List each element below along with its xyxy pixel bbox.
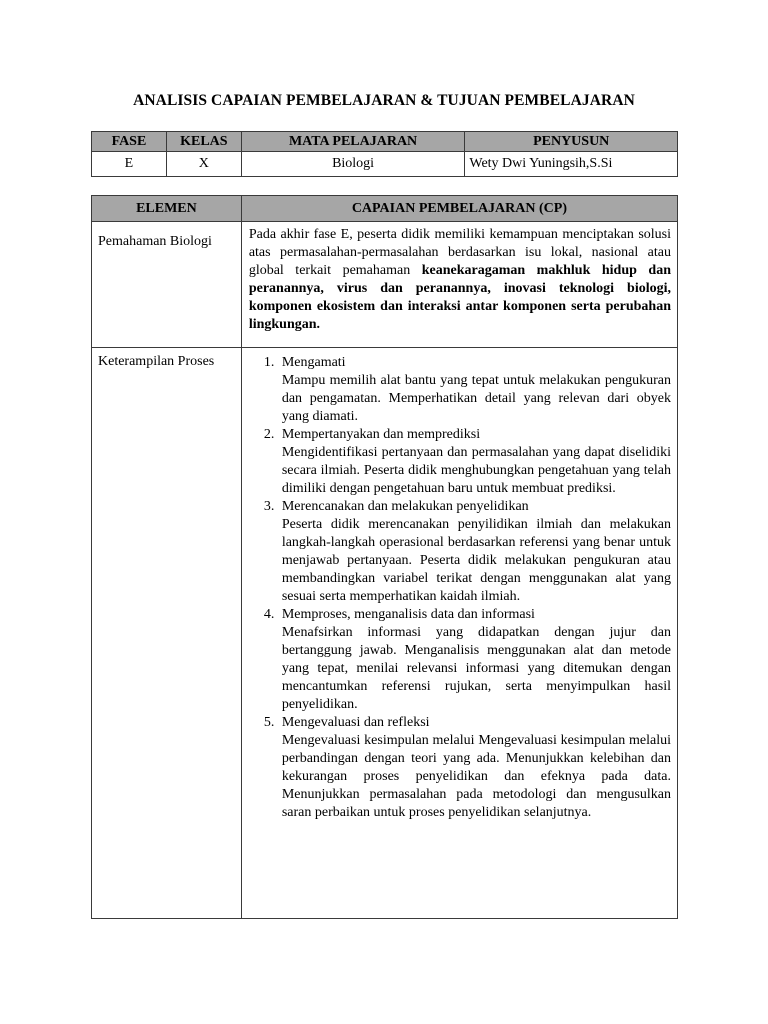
process-skill-list	[242, 348, 677, 822]
header-kelas: KELAS	[166, 132, 241, 152]
list-item	[278, 426, 671, 498]
header-capaian-pembelajaran: CAPAIAN PEMBELAJARAN (CP)	[241, 196, 677, 222]
cp-row-pemahaman	[92, 222, 678, 348]
list-item	[278, 498, 671, 606]
list-item	[278, 606, 671, 714]
item-title: 4. Memproses, menganalisis data dan informasi	[281, 607, 535, 622]
item-description: Mengevaluasi kesimpulan melalui Mengevaluasi kesimpulan melalui perbandingan dengan teori yang ada. Menunjukkan kelebihan dan kekurangan proses penyelidikan dan efeknya pada data. Menunjukkan permasalahan pada metodologi dan mengusulkan saran perbaikan untuk proses penyelidikan selanjutnya.	[281, 733, 671, 820]
cp-paragraph	[242, 222, 677, 334]
value-fase: E	[92, 152, 167, 177]
value-kelas: X	[166, 152, 241, 177]
item-title: 3. Merencanakan dan melakukan penyelidikan	[281, 499, 529, 514]
cp-row-keterampilan	[92, 348, 678, 919]
header-elemen: ELEMEN	[92, 196, 242, 222]
list-item	[278, 354, 671, 426]
info-table-header-row	[92, 132, 678, 152]
elemen-pemahaman-biologi: Pemahaman Biologi	[92, 222, 242, 348]
item-description: Mampu memilih alat bantu yang tepat untuk melakukan pengukuran dan pengamatan. Memperhatikan detail yang relevan dari obyek yang diamati.	[281, 373, 671, 424]
info-table	[91, 131, 678, 177]
cp-keterampilan-proses	[241, 348, 677, 919]
header-penyusun: PENYUSUN	[465, 132, 678, 152]
header-mata-pelajaran: MATA PELAJARAN	[241, 132, 465, 152]
cp-text-normal: Pada akhir fase E, peserta didik memiliki kemampuan menciptakan solusi atas permasalahan-permasalahan berdasarkan isu lokal, nasional atau global terkait pemahaman	[248, 227, 671, 278]
elemen-keterampilan-proses: Keterampilan Proses	[92, 348, 242, 919]
item-title: 5. Mengevaluasi dan refleksi	[281, 715, 430, 730]
cp-table-header-row	[92, 196, 678, 222]
item-description: Menafsirkan informasi yang didapatkan dengan jujur dan bertanggung jawab. Menganalisis menggunakan alat dan metode yang tepat, menilai relevansi informasi yang ditemukan dengan mencantumkan referensi rujukan, serta menyimpulkan hasil penyelidikan.	[281, 625, 671, 712]
cp-text-bold: keanekaragaman makhluk hidup dan peranannya, virus dan peranannya, inovasi teknologi biologi, komponen ekosistem dan interaksi antar komponen serta perubahan lingkungan.	[248, 263, 671, 332]
cp-pemahaman-biologi	[241, 222, 677, 348]
item-description: Mengidentifikasi pertanyaan dan permasalahan yang dapat diselidiki secara ilmiah. Peserta didik menghubungkan pengetahuan yang telah dimiliki dengan pengetahuan baru untuk membuat prediksi.	[281, 445, 671, 496]
item-title: 2. Mempertanyakan dan memprediksi	[281, 427, 481, 442]
info-table-row	[92, 152, 678, 177]
cp-table	[91, 195, 678, 919]
item-title: 1. Mengamati	[281, 355, 346, 370]
header-fase: FASE	[92, 132, 167, 152]
value-penyusun: Wety Dwi Yuningsih,S.Si	[465, 152, 678, 177]
value-mata-pelajaran: Biologi	[241, 152, 465, 177]
item-description: Peserta didik merencanakan penyilidikan ilmiah dan melakukan langkah-langkah operasional berdasarkan referensi yang benar untuk menjawab pertanyaan. Peserta didik melakukan pengukuran atau membandingkan variabel terikat dengan menggunakan alat yang sesuai serta memperhatikan kaidah ilmiah.	[281, 517, 671, 604]
list-item	[278, 714, 671, 822]
document-title: ANALISIS CAPAIAN PEMBELAJARAN & TUJUAN PEMBELAJARAN	[133, 92, 635, 109]
